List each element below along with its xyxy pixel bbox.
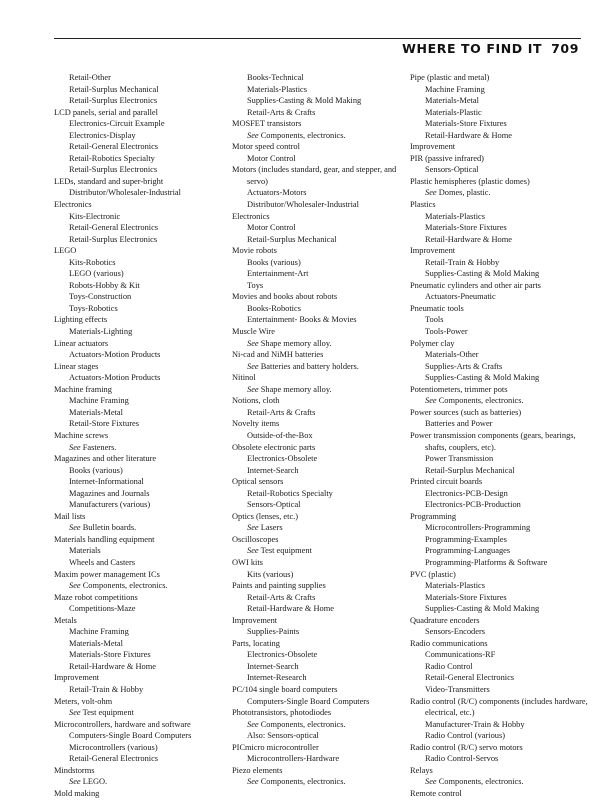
see-target: LEGO.	[80, 777, 108, 787]
index-entry: LEDs, standard and super-bright	[54, 176, 164, 186]
index-subentry: Distributor/Wholesaler-Industrial	[69, 188, 181, 198]
index-subentry: Machine Framing	[69, 627, 129, 637]
see-reference	[410, 776, 590, 788]
index-subentry: Retail-Hardware & Home	[425, 130, 512, 140]
index-subentry: Sensors-Encoders	[425, 627, 486, 637]
index-entry: Radio control (R/C) components (includes hardware, electrical, etc.)	[410, 696, 588, 718]
index-subentry: Materials-Plastics	[425, 211, 486, 221]
see-reference	[54, 776, 232, 788]
see-target: Fasteners.	[80, 442, 117, 452]
index-subentry: Communications-RF	[425, 650, 496, 660]
index-subentry: Retail-Train & Hobby	[69, 684, 144, 694]
see-label: See	[247, 719, 259, 729]
index-column-1	[54, 72, 232, 799]
index-subentry: Retail-Surplus Electronics	[69, 96, 158, 106]
see-target: Lasers	[258, 523, 283, 533]
index-subentry: Retail-Arts & Crafts	[247, 107, 316, 117]
see-target: Components, electronics.	[80, 581, 168, 591]
index-subentry: Books-Technical	[247, 73, 304, 82]
index-subentry: Actuators-Pneumatic	[425, 292, 496, 302]
index-subentry: Materials-Store Fixtures	[425, 592, 507, 602]
see-label: See	[69, 708, 81, 718]
index-subentry: Supplies-Arts & Crafts	[425, 361, 503, 371]
see-label: See	[247, 523, 259, 533]
index-entry: Mold making	[54, 788, 100, 798]
index-subentry: Entertainment- Books & Movies	[247, 315, 357, 325]
index-subentry: Supplies-Casting & Mold Making	[247, 96, 362, 106]
index-entry: Nitinol	[232, 373, 256, 383]
index-subentry: Distributor/Wholesaler-Industrial	[247, 200, 359, 210]
see-reference	[54, 580, 232, 592]
index-subentry: Retail-Train & Hobby	[425, 257, 500, 267]
index-subentry: Retail-Surplus Mechanical	[69, 84, 159, 94]
index-subentry: Books (various)	[69, 465, 123, 475]
see-label: See	[69, 523, 81, 533]
index-subentry: Machine Framing	[425, 84, 485, 94]
index-subentry: LEGO (various)	[69, 269, 124, 279]
index-subentry: Electronics-Obsolete	[247, 650, 318, 660]
index-entry: Plastics	[410, 200, 436, 210]
index-entry: Ni-cad and NiMH batteries	[232, 350, 324, 360]
see-label: See	[425, 396, 437, 406]
index-subentry: Magazines and Journals	[69, 488, 150, 498]
index-entry: Motor speed control	[232, 142, 300, 152]
index-subentry: Video-Transmitters	[425, 684, 490, 694]
see-target: Components, electronics.	[258, 777, 346, 787]
index-subentry: Batteries and Power	[425, 419, 493, 429]
index-entry: LCD panels, serial and parallel	[54, 107, 158, 117]
see-reference	[410, 395, 590, 407]
index-entry: Improvement	[232, 615, 278, 625]
index-subentry: Microcontrollers (various)	[69, 742, 158, 752]
index-subentry: Internet-Informational	[69, 477, 144, 487]
index-entry: PC/104 single board computers	[232, 684, 338, 694]
index-subentry: Retail-Store Fixtures	[69, 419, 140, 429]
index-entry: PVC (plastic)	[410, 569, 456, 579]
index-subentry: Retail-Other	[69, 73, 111, 82]
see-reference	[232, 130, 410, 142]
index-subentry: Materials-Plastics	[247, 84, 308, 94]
index-subentry: Retail-Surplus Electronics	[69, 165, 158, 175]
index-entry: Meters, volt-ohm	[54, 696, 113, 706]
index-subentry: Retail-Surplus Electronics	[69, 234, 158, 244]
index-subentry: Toys-Construction	[69, 292, 132, 302]
see-target: Test equipment	[258, 546, 312, 556]
index-subentry: Computers-Single Board Computers	[69, 731, 192, 741]
index-subentry: Tools	[425, 315, 444, 325]
index-subentry: Internet-Search	[247, 465, 299, 475]
index-entry: OWI kits	[232, 557, 263, 567]
index-entry: Microcontrollers, hardware and software	[54, 719, 191, 729]
index-subentry: Supplies-Paints	[247, 627, 300, 637]
see-reference	[232, 719, 410, 731]
see-reference	[54, 707, 232, 719]
see-reference	[232, 776, 410, 788]
index-subentry: Materials-Metal	[69, 638, 123, 648]
index-subentry: Retail-General Electronics	[69, 754, 159, 764]
index-subentry: Materials-Plastic	[425, 107, 482, 117]
see-target: Test equipment	[80, 708, 134, 718]
index-subentry: Toys-Robotics	[69, 303, 118, 313]
index-subentry: Supplies-Casting & Mold Making	[425, 269, 540, 279]
index-subentry: Sensors-Optical	[425, 165, 479, 175]
index-subentry: Retail-Arts & Crafts	[247, 592, 316, 602]
see-target: Components, electronics.	[258, 719, 346, 729]
see-label: See	[69, 581, 81, 591]
index-entry: Pipe (plastic and metal)	[410, 73, 490, 82]
index-subentry: Materials-Other	[425, 350, 479, 360]
index-subentry: Entertainment-Art	[247, 269, 309, 279]
index-subentry: Sensors-Optical	[247, 500, 301, 510]
see-reference	[410, 187, 590, 199]
index-subentry: Also: Sensors-optical	[247, 731, 319, 741]
index-subentry: Outside-of-the-Box	[247, 430, 313, 440]
see-reference	[232, 545, 410, 557]
see-reference	[232, 338, 410, 350]
index-subentry: Motor Control	[247, 223, 296, 233]
see-label: See	[425, 188, 437, 198]
index-entry: Materials handling equipment	[54, 534, 155, 544]
index-subentry: Retail-Hardware & Home	[247, 604, 334, 614]
index-subentry: Radio Control-Servos	[425, 754, 499, 764]
index-subentry: Kits (various)	[247, 569, 294, 579]
see-label: See	[69, 777, 81, 787]
index-subentry: Programming-Languages	[425, 546, 511, 556]
see-target: Shape memory alloy.	[258, 338, 332, 348]
index-entry: Power transmission components (gears, bearings, shafts, couplers, etc).	[410, 430, 576, 452]
index-subentry: Electronics-PCB-Design	[425, 488, 508, 498]
index-entry: Mindstorms	[54, 765, 95, 775]
index-subentry: Microcontrollers-Programming	[425, 523, 531, 533]
index-entry: Mail lists	[54, 511, 86, 521]
index-subentry: Radio Control	[425, 661, 473, 671]
index-subentry: Materials-Store Fixtures	[425, 223, 507, 233]
see-label: See	[247, 546, 259, 556]
index-entry: Improvement	[54, 673, 100, 683]
index-entry: Radio communications	[410, 638, 488, 648]
index-entry: Plastic hemispheres (plastic domes)	[410, 176, 530, 186]
index-entry: Magazines and other literature	[54, 454, 157, 464]
index-entry: Lighting effects	[54, 315, 108, 325]
index-subentry: Kits-Robotics	[69, 257, 116, 267]
index-entry: Metals	[54, 615, 77, 625]
index-entry: Movie robots	[232, 246, 277, 256]
index-entry: Radio control (R/C) servo motors	[410, 742, 523, 752]
index-subentry: Programming-Platforms & Software	[425, 557, 548, 567]
see-label: See	[425, 777, 437, 787]
index-entry: Maxim power management ICs	[54, 569, 160, 579]
index-subentry: Machine Framing	[69, 396, 129, 406]
see-target: Batteries and battery holders.	[258, 361, 359, 371]
index-entry: Phototransistors, photodiodes	[232, 708, 332, 718]
index-column-2	[232, 72, 410, 788]
index-entry: Polymer clay	[410, 338, 455, 348]
page-number: 709	[551, 41, 579, 56]
see-label: See	[247, 130, 259, 140]
see-target: Components, electronics.	[436, 777, 524, 787]
index-subentry: Materials-Lighting	[69, 327, 133, 337]
index-subentry: Retail-Surplus Mechanical	[247, 234, 337, 244]
index-entry: Relays	[410, 765, 433, 775]
index-entry: Pneumatic cylinders and other air parts	[410, 280, 541, 290]
index-subentry: Supplies-Casting & Mold Making	[425, 604, 540, 614]
index-entry: Pneumatic tools	[410, 303, 464, 313]
index-entry: Linear stages	[54, 361, 99, 371]
index-entry: Paints and painting supplies	[232, 581, 326, 591]
index-entry: Parts, locating	[232, 638, 280, 648]
index-subentry: Retail-General Electronics	[69, 223, 159, 233]
index-subentry: Electronics-Display	[69, 130, 136, 140]
index-entry: Movies and books about robots	[232, 292, 338, 302]
see-reference	[54, 442, 232, 454]
index-subentry: Electronics-Obsolete	[247, 454, 318, 464]
see-reference	[54, 522, 232, 534]
index-subentry: Materials-Metal	[425, 96, 479, 106]
see-target: Components, electronics.	[258, 130, 346, 140]
index-subentry: Tools-Power	[425, 327, 468, 337]
index-subentry: Actuators-Motion Products	[69, 350, 161, 360]
index-entry: Electronics	[232, 211, 270, 221]
index-entry: Remote control	[410, 788, 462, 798]
index-subentry: Manufacturers (various)	[69, 500, 151, 510]
index-subentry: Materials-Plastics	[425, 581, 486, 591]
index-entry: Improvement	[410, 246, 456, 256]
index-subentry: Retail-Robotics Specialty	[247, 488, 333, 498]
index-entry: Quadrature encoders	[410, 615, 480, 625]
index-subentry: Microcontrollers-Hardware	[247, 754, 340, 764]
index-entry: PICmicro microcontroller	[232, 742, 319, 752]
index-subentry: Retail-Hardware & Home	[425, 234, 512, 244]
index-entry: Notions, cloth	[232, 396, 280, 406]
see-target: Shape memory alloy.	[258, 384, 332, 394]
index-subentry: Robots-Hobby & Kit	[69, 280, 140, 290]
index-subentry: Kits-Electronic	[69, 211, 121, 221]
index-entry: Motors (includes standard, gear, and stepper, and servo)	[232, 165, 397, 186]
index-subentry: Actuators-Motion Products	[69, 373, 161, 383]
index-subentry: Retail-General Electronics	[69, 142, 159, 152]
see-target: Domes, plastic.	[436, 188, 491, 198]
see-label: See	[247, 361, 259, 371]
index-entry: Obsolete electronic parts	[232, 442, 316, 452]
see-label: See	[247, 384, 259, 394]
index-entry: Linear actuators	[54, 338, 109, 348]
index-entry: Printed circuit boards	[410, 477, 483, 487]
index-entry: LEGO	[54, 246, 77, 256]
see-reference	[232, 522, 410, 534]
index-entry: Muscle Wire	[232, 327, 275, 337]
index-subentry: Wheels and Casters	[69, 557, 136, 567]
see-label: See	[69, 442, 81, 452]
index-subentry: Retail-Surplus Mechanical	[425, 465, 515, 475]
running-head	[402, 41, 579, 56]
index-subentry: Competitions-Maze	[69, 604, 136, 614]
index-entry: PIR (passive infrared)	[410, 153, 484, 163]
index-subentry: Power Transmission	[425, 454, 494, 464]
index-subentry: Programming-Examples	[425, 534, 507, 544]
index-entry: Optics (lenses, etc.)	[232, 511, 299, 521]
see-reference	[232, 361, 410, 373]
index-subentry: Supplies-Casting & Mold Making	[425, 373, 540, 383]
index-subentry: Electronics-Circuit Example	[69, 119, 165, 129]
index-subentry: Materials-Metal	[69, 407, 123, 417]
index-entry: MOSFET transistors	[232, 119, 302, 129]
index-subentry: Retail-General Electronics	[425, 673, 515, 683]
running-head-title: WHERE TO FIND IT	[402, 41, 543, 56]
index-subentry: Materials	[69, 546, 101, 556]
index-subentry: Materials-Store Fixtures	[425, 119, 507, 129]
header-rule	[54, 38, 581, 39]
index-entry: Piezo elements	[232, 765, 283, 775]
index-entry: Machine screws	[54, 430, 109, 440]
index-subentry: Motor Control	[247, 153, 296, 163]
see-target: Bulletin boards.	[80, 523, 137, 533]
index-entry: Optical sensors	[232, 477, 284, 487]
see-target: Components, electronics.	[436, 396, 524, 406]
index-entry: Programming	[410, 511, 457, 521]
index-subentry: Books (various)	[247, 257, 301, 267]
index-subentry: Actuators-Motors	[247, 188, 307, 198]
index-subentry: Retail-Arts & Crafts	[247, 407, 316, 417]
index-subentry: Electronics-PCB-Production	[425, 500, 521, 510]
index-entry: Improvement	[410, 142, 456, 152]
see-label: See	[247, 777, 259, 787]
index-column-3	[410, 72, 590, 799]
index-entry: Maze robot competitions	[54, 592, 138, 602]
index-subentry: Radio Control (various)	[425, 731, 506, 741]
see-reference	[232, 384, 410, 396]
see-label: See	[247, 338, 259, 348]
index-entry: Oscilloscopes	[232, 534, 279, 544]
index-subentry: Toys	[247, 280, 264, 290]
index-subentry: Books-Robotics	[247, 303, 301, 313]
index-entry: Machine framing	[54, 384, 112, 394]
index-subentry: Computers-Single Board Computers	[247, 696, 370, 706]
index-subentry: Manufacturer-Train & Hobby	[425, 719, 525, 729]
index-subentry: Materials-Store Fixtures	[69, 650, 151, 660]
index-entry: Electronics	[54, 200, 92, 210]
index-entry: Potentiometers, trimmer pots	[410, 384, 508, 394]
index-entry: Novelty items	[232, 419, 280, 429]
index-subentry: Internet-Search	[247, 661, 299, 671]
index-subentry: Retail-Robotics Specialty	[69, 153, 155, 163]
index-subentry: Internet-Research	[247, 673, 307, 683]
index-entry: Power sources (such as batteries)	[410, 407, 522, 417]
index-subentry: Retail-Hardware & Home	[69, 661, 156, 671]
